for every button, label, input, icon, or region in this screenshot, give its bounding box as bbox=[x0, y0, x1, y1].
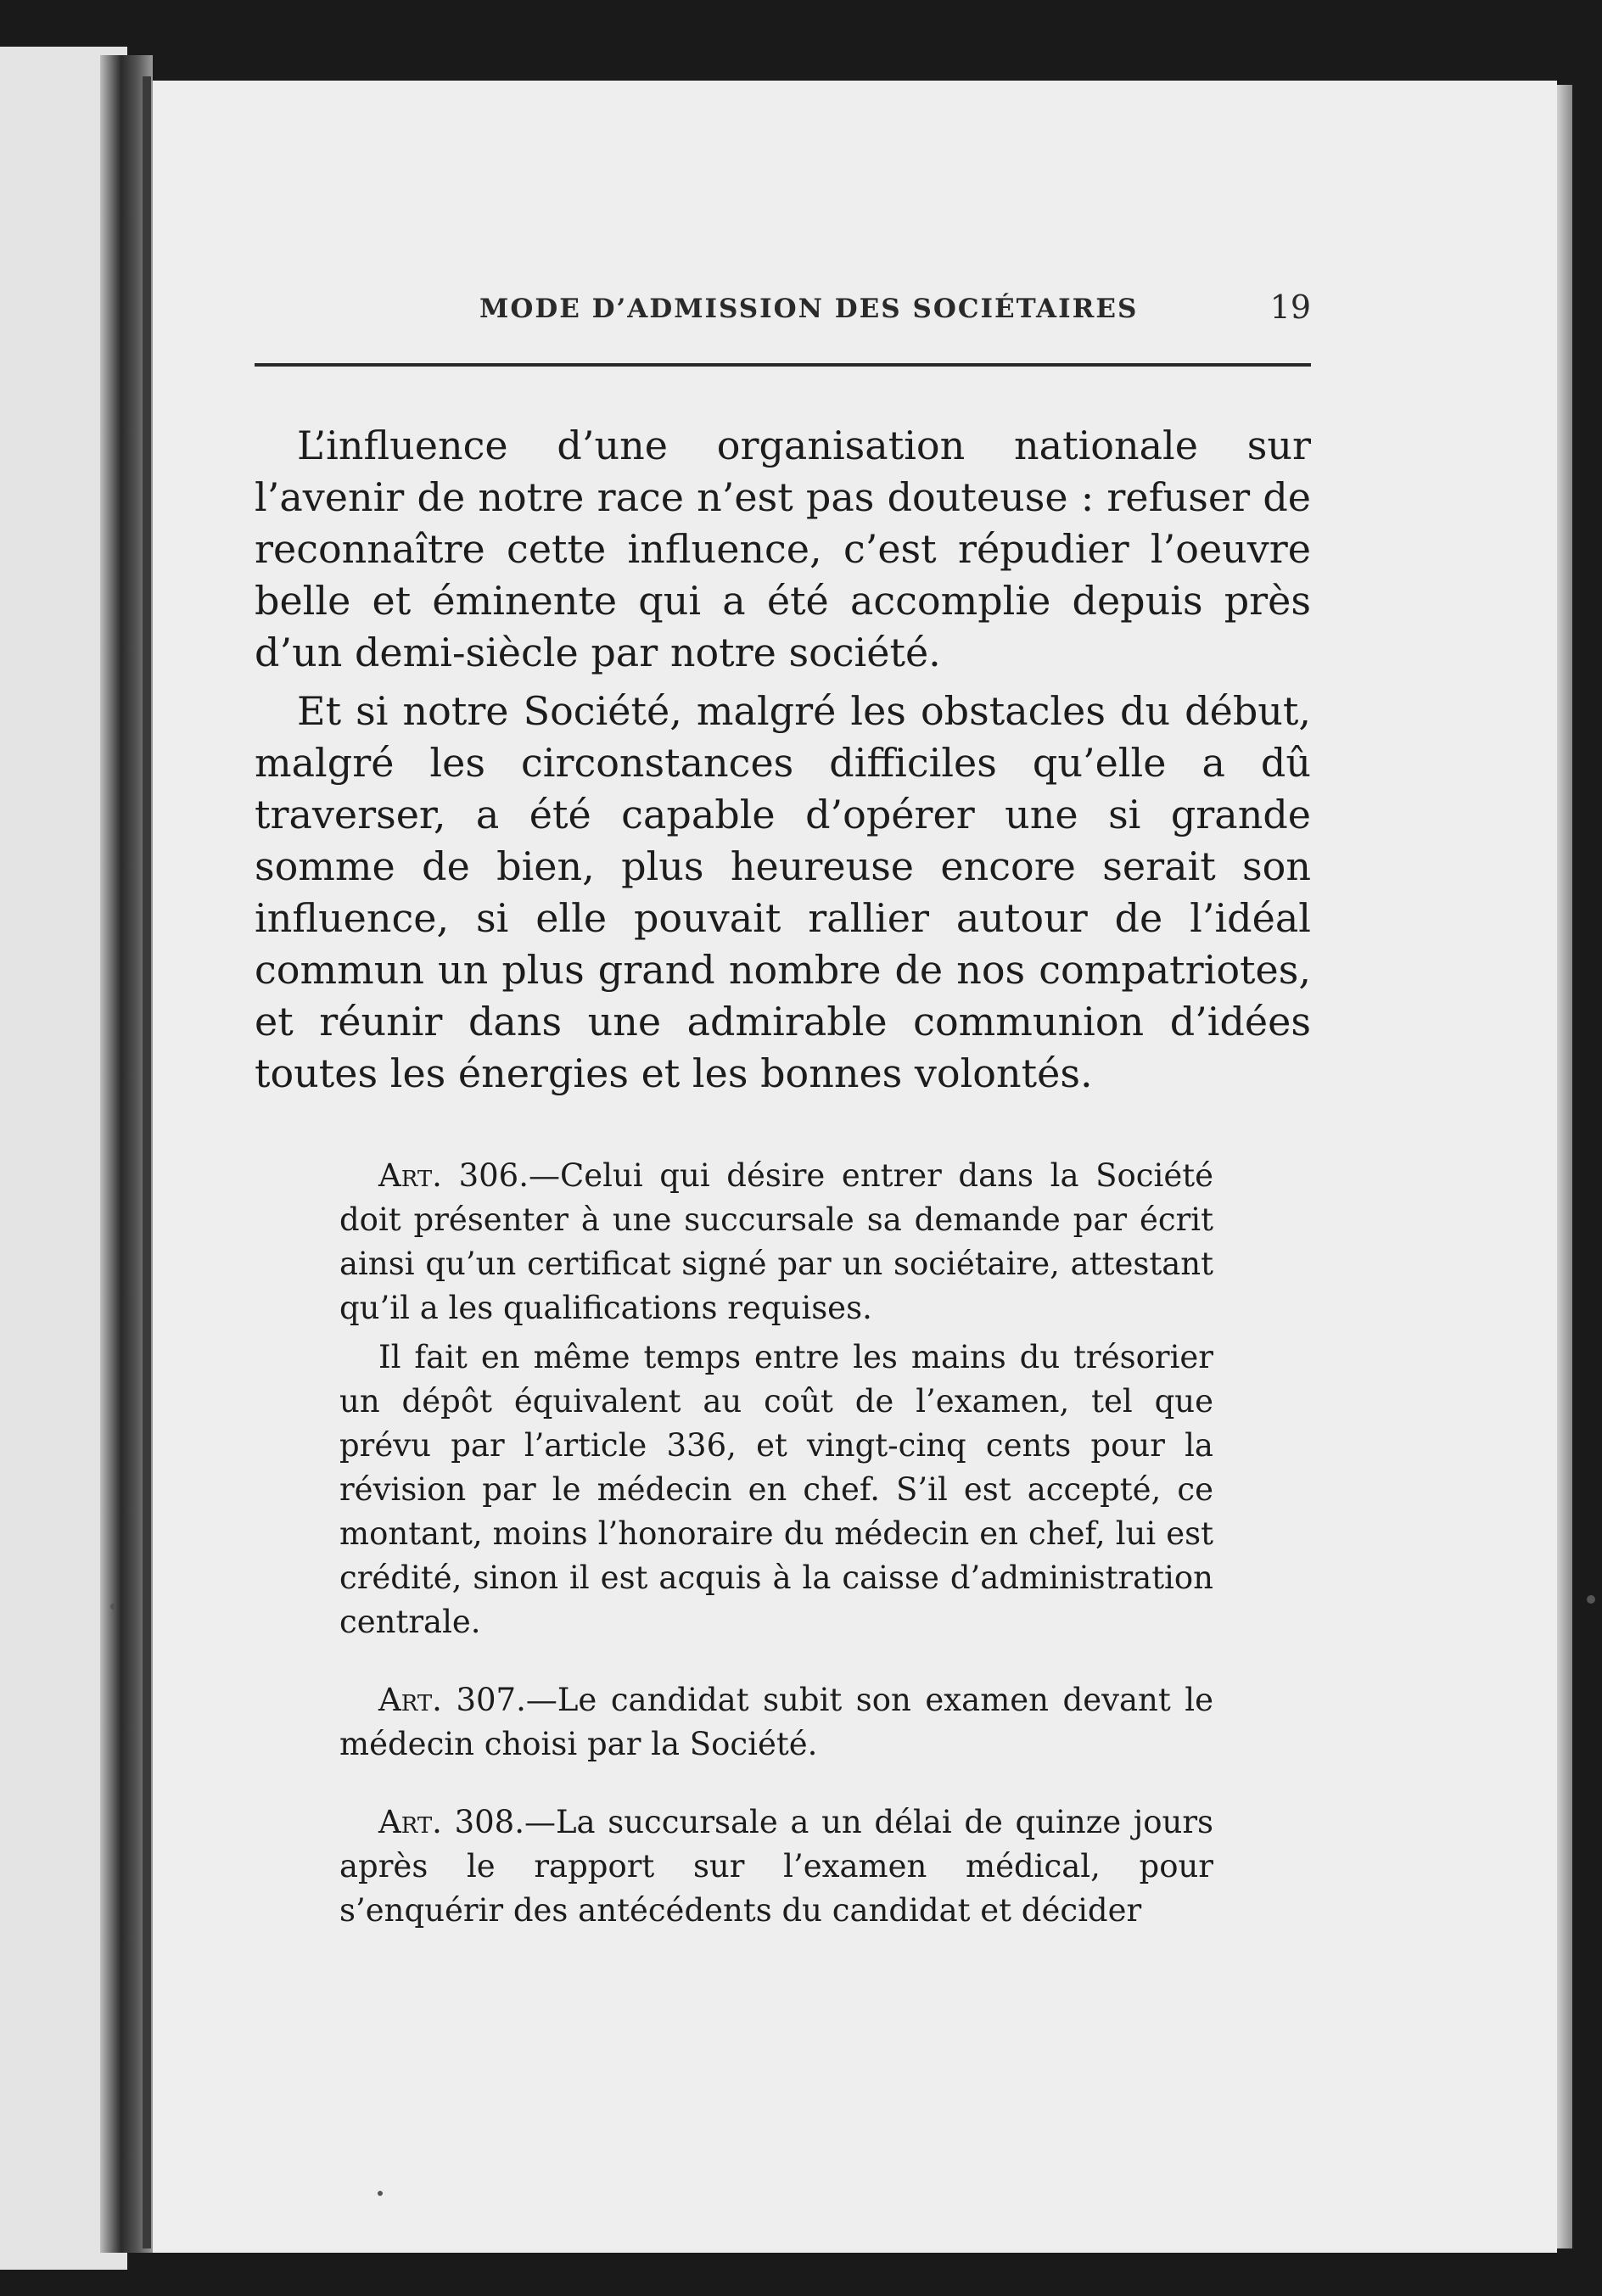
article-paragraph bbox=[339, 1154, 1213, 1330]
dust-speck bbox=[378, 2191, 383, 2196]
article-text: —Le candidat subit son examen devant le médecin choisi par la Société. bbox=[339, 1682, 1213, 1762]
article-paragraph bbox=[339, 1678, 1213, 1767]
page-number: 19 bbox=[1269, 288, 1311, 326]
paragraph: L’influence d’une organisation nationale sur l’avenir de notre race n’est pas douteuse : refuser de reconnaître cette influence, c’est répudier l’oeuvre belle et éminente qui a été accomplie depuis près d’un demi-siècle par notre société. bbox=[255, 423, 1311, 675]
header-rule bbox=[255, 363, 1311, 367]
article-label: Art. 307. bbox=[378, 1682, 526, 1718]
running-head bbox=[255, 288, 1311, 339]
article-text: —La succursale a un délai de quinze jours après le rapport sur l’examen médical, pour s’enquérir des antécédents du candidat et décider bbox=[339, 1804, 1213, 1929]
page-edge bbox=[1557, 85, 1572, 2248]
article-label: Art. 308. bbox=[378, 1804, 524, 1840]
article-306 bbox=[339, 1154, 1213, 1644]
article-paragraph: Il fait en même temps entre les mains du trésorier un dépôt équivalent au coût de l’examen, tel que prévu par l’article 336, et vingt-cinq cents pour la révision par le médecin en chef. S’il est accepté, ce montant, moins l’honoraire du médecin en chef, lui est crédité, sinon il est acquis à la caisse d’administration centrale. bbox=[339, 1339, 1213, 1640]
body-text bbox=[255, 420, 1311, 1106]
article-label: Art. 306. bbox=[378, 1157, 529, 1194]
gutter-line bbox=[143, 76, 151, 2248]
article-307 bbox=[339, 1678, 1213, 1767]
running-title: MODE D’ADMISSION DES SOCIÉTAIRES bbox=[479, 294, 1139, 324]
article-paragraph bbox=[339, 1800, 1213, 1933]
dust-speck bbox=[110, 1604, 116, 1610]
article-308 bbox=[339, 1800, 1213, 1933]
article-text: —Celui qui désire entrer dans la Société doit présenter à une succursale sa demande par écrit ainsi qu’un certificat signé par un sociétaire, attestant qu’il a les qualifications requises. bbox=[339, 1157, 1213, 1326]
paragraph: Et si notre Société, malgré les obstacles du début, malgré les circonstances difficiles qu’elle a dû traverser, a été capable d’opérer une si grande somme de bien, plus heureuse encore serait son influence, si elle pouvait rallier autour de l’idéal commun un plus grand nombre de nos compatriotes, et réunir dans une admirable communion d’idées toutes les énergies et les bonnes volontés. bbox=[255, 688, 1311, 1096]
dust-speck bbox=[1587, 1595, 1595, 1604]
articles bbox=[339, 1154, 1213, 1967]
